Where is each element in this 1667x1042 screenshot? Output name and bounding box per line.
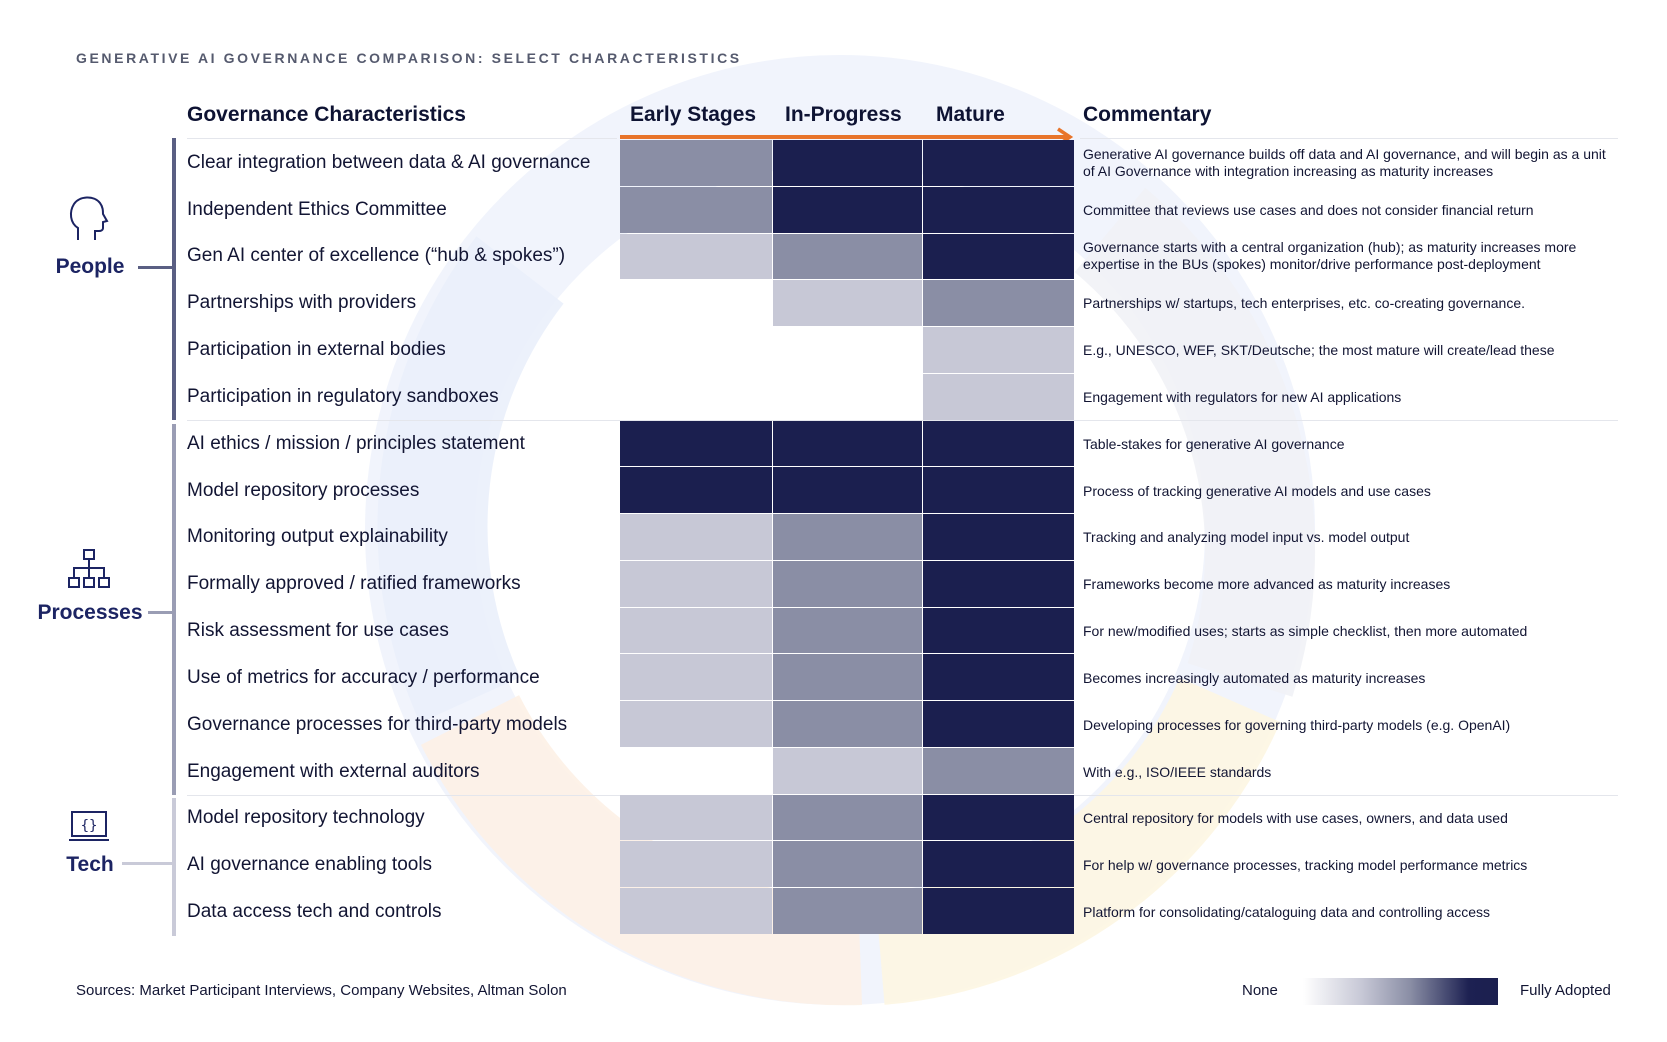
heatmap-cell [620, 280, 772, 326]
heatmap-cell [923, 561, 1074, 607]
header-in-progress: In-Progress [785, 103, 902, 126]
commentary-text: Process of tracking generative AI models and use cases [1083, 482, 1431, 499]
laptop-code-icon [68, 810, 110, 844]
commentary-text: Generative AI governance builds off data and AI governance, and will begin as a unit of AI Governance with integration increasing as maturity increases [1083, 146, 1606, 179]
heatmap-cell [773, 888, 922, 934]
heatmap-cell [773, 234, 922, 280]
row-label: Participation in external bodies [187, 339, 446, 360]
legend-none-label: None [1242, 982, 1278, 999]
commentary-text: Committee that reviews use cases and does not consider financial return [1083, 201, 1534, 218]
commentary-text: With e.g., ISO/IEEE standards [1083, 763, 1272, 780]
heatmap-cell [620, 140, 772, 186]
row-label: Risk assessment for use cases [187, 620, 449, 641]
heatmap-cell [923, 280, 1074, 326]
commentary-text: For help w/ governance processes, tracking model performance metrics [1083, 856, 1528, 873]
heatmap-cell [620, 514, 772, 560]
commentary-text: E.g., UNESCO, WEF, SKT/Deutsche; the most mature will create/lead these [1083, 341, 1555, 358]
heatmap-cell [923, 467, 1074, 513]
heatmap-cell [923, 608, 1074, 654]
row-label: Use of metrics for accuracy / performance [187, 667, 540, 688]
row-label: Model repository processes [187, 480, 420, 501]
heatmap-cell [923, 654, 1074, 700]
heatmap-cell [620, 234, 772, 280]
commentary-text: Platform for consolidating/cataloguing data and controlling access [1083, 903, 1491, 920]
heatmap-cell [923, 140, 1074, 186]
commentary-text: Central repository for models with use cases, owners, and data used [1083, 809, 1508, 826]
heatmap-cell [620, 748, 772, 794]
heatmap-cell [773, 327, 922, 373]
heatmap-cell [620, 795, 772, 841]
heatmap-cell [923, 701, 1074, 747]
row-label: AI ethics / mission / principles statement [187, 433, 525, 454]
heatmap-cell [923, 888, 1074, 934]
group-label-tech: Tech [66, 853, 114, 876]
row-label: Clear integration between data & AI governance [187, 152, 591, 173]
heatmap-cell [773, 561, 922, 607]
heatmap-cell [620, 608, 772, 654]
row-label: Partnerships with providers [187, 292, 417, 313]
row-label: Engagement with external auditors [187, 761, 480, 782]
commentary-text: Becomes increasingly automated as maturity increases [1083, 669, 1426, 686]
group-label-processes: Processes [37, 601, 143, 624]
heatmap-cell [620, 421, 772, 467]
commentary-text: Governance starts with a central organization (hub); as maturity increases more expertise in the BUs (spokes) monitor/drive performance post-deployment [1083, 239, 1577, 272]
commentary-text: Engagement with regulators for new AI applications [1083, 388, 1402, 405]
row-label: AI governance enabling tools [187, 854, 433, 875]
heatmap-cell [923, 841, 1074, 887]
heatmap-cell [620, 467, 772, 513]
row-label: Data access tech and controls [187, 901, 442, 922]
header-divider [1080, 138, 1618, 139]
heatmap-cell [773, 374, 922, 420]
heatmap-cell [620, 561, 772, 607]
heatmap-cell [620, 187, 772, 233]
heatmap-cell [923, 234, 1074, 280]
header-early-stages: Early Stages [630, 103, 757, 126]
header-governance-characteristics: Governance Characteristics [187, 103, 466, 126]
heatmap-cell [620, 374, 772, 420]
heatmap-cell [620, 841, 772, 887]
heatmap-cell [620, 701, 772, 747]
header-mature: Mature [936, 103, 1005, 126]
heatmap-cell [620, 654, 772, 700]
heatmap-cell [773, 701, 922, 747]
page-title: GENERATIVE AI GOVERNANCE COMPARISON: SELECT CHARACTERISTICS [76, 50, 742, 66]
row-label: Gen AI center of excellence (“hub & spokes”) [187, 245, 566, 266]
heatmap-cell [923, 374, 1074, 420]
head-profile-icon [66, 194, 110, 244]
legend-full-label: Fully Adopted [1520, 982, 1611, 999]
heatmap-cell [773, 187, 922, 233]
heatmap-cell [773, 467, 922, 513]
heatmap-cell [773, 608, 922, 654]
org-chart-icon [68, 548, 110, 590]
commentary-text: Table-stakes for generative AI governance [1083, 435, 1345, 452]
heatmap-cell [923, 748, 1074, 794]
commentary-text: For new/modified uses; starts as simple checklist, then more automated [1083, 622, 1528, 639]
heatmap-cell [923, 187, 1074, 233]
row-label: Model repository technology [187, 807, 425, 828]
sources-note: Sources: Market Participant Interviews, Company Websites, Altman Solon [76, 982, 567, 999]
heatmap-cell [773, 795, 922, 841]
people-connector [138, 266, 174, 269]
heatmap-cell [923, 514, 1074, 560]
heatmap-cell [923, 795, 1074, 841]
row-label: Independent Ethics Committee [187, 199, 447, 220]
group-label-people: People [55, 255, 125, 278]
processes-group-bar [172, 424, 176, 795]
svg-text:{}: {} [80, 818, 98, 834]
processes-connector [148, 611, 174, 614]
heatmap-cell [773, 514, 922, 560]
heatmap-cell [773, 140, 922, 186]
heatmap-cell [923, 421, 1074, 467]
heatmap-cell [773, 654, 922, 700]
header-commentary: Commentary [1083, 103, 1212, 126]
commentary-text: Developing processes for governing third-party models (e.g. OpenAI) [1083, 716, 1511, 733]
header-divider [187, 138, 617, 139]
heatmap-cell [620, 888, 772, 934]
row-label: Formally approved / ratified frameworks [187, 573, 521, 594]
commentary-text: Partnerships w/ startups, tech enterprises, etc. co-creating governance. [1083, 294, 1525, 311]
row-label: Monitoring output explainability [187, 526, 448, 547]
row-label: Governance processes for third-party models [187, 714, 568, 735]
heatmap-cell [923, 327, 1074, 373]
row-label: Participation in regulatory sandboxes [187, 386, 499, 407]
heatmap-cell [773, 280, 922, 326]
commentary-text: Frameworks become more advanced as maturity increases [1083, 575, 1451, 592]
commentary-text: Tracking and analyzing model input vs. model output [1083, 528, 1410, 545]
legend-gradient-bar [1303, 978, 1498, 1005]
people-group-bar [172, 138, 176, 420]
heatmap-cell [773, 841, 922, 887]
heatmap-cell [620, 327, 772, 373]
heatmap-cell [773, 421, 922, 467]
tech-group-bar [172, 798, 176, 936]
heatmap-cell [773, 748, 922, 794]
